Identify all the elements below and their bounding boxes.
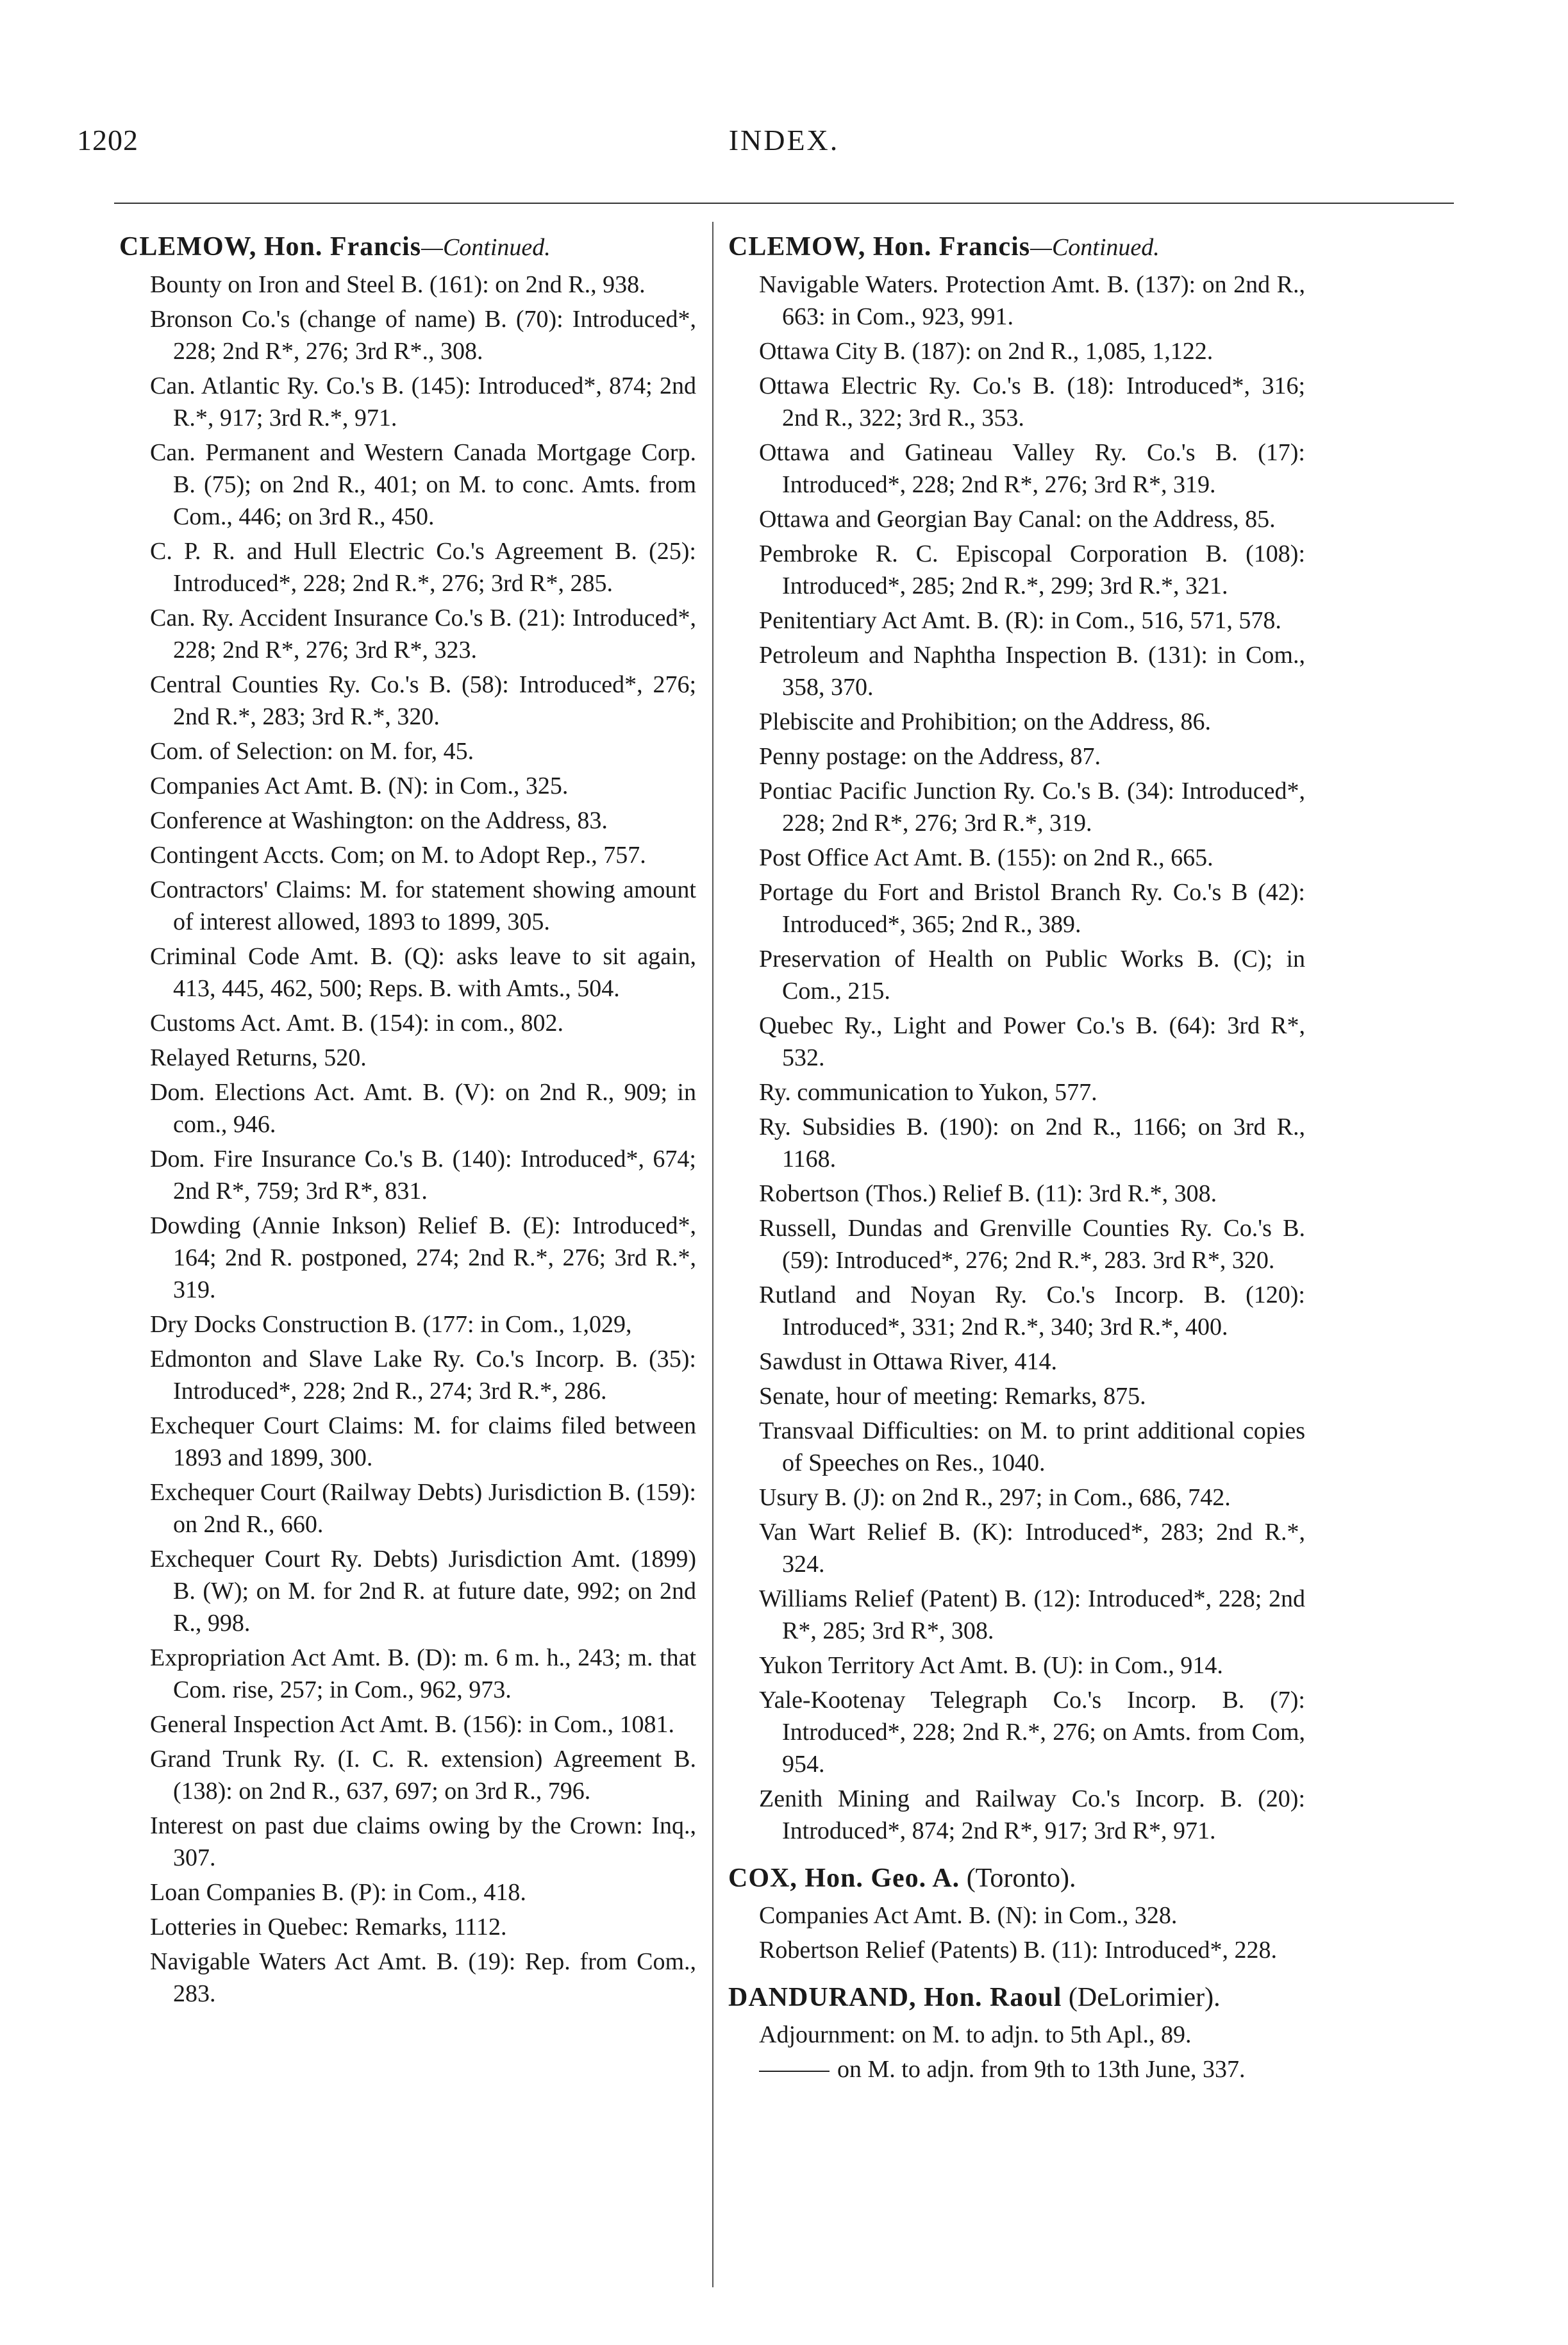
heading-name: COX, Hon. Geo. A. (728, 1864, 960, 1893)
index-entry: Usury B. (J): on 2nd R., 297; in Com., 686, 742. (759, 1484, 1231, 1511)
index-entry: Pembroke R. C. Episcopal Corporation B. (108): Introduced*, 285; 2nd R.*, 299; 3rd R.*, 321. (759, 540, 1305, 599)
index-entry: Companies Act Amt. B. (N): in Com., 325. (150, 772, 569, 799)
heading-name: CLEMOW, Hon. Francis (119, 232, 422, 262)
index-entry: Dowding (Annie Inkson) Relief B. (E): Introduced*, 164; 2nd R. postponed, 274; 2nd R.*, 276; 3rd R.*, 319. (150, 1212, 696, 1303)
index-entry: Expropriation Act Amt. B. (D): m. 6 m. h., 243; m. that Com. rise, 257; in Com., 962, 973. (150, 1644, 696, 1703)
cox-entry-list (728, 1899, 1305, 1966)
index-entry: Conference at Washington: on the Address, 83. (150, 807, 608, 834)
right-column (728, 231, 1305, 2088)
index-entry: Can. Ry. Accident Insurance Co.'s B. (21): Introduced*, 228; 2nd R*, 276; 3rd R*, 323. (150, 605, 696, 663)
index-entry: Rutland and Noyan Ry. Co.'s Incorp. B. (120): Introduced*, 331; 2nd R.*, 340; 3rd R.*, 400. (759, 1281, 1305, 1340)
index-entry: Bronson Co.'s (change of name) B. (70): Introduced*, 228; 2nd R*, 276; 3rd R*., 308. (150, 306, 696, 365)
index-entry: Dom. Elections Act. Amt. B. (V): on 2nd R., 909; in com., 946. (150, 1079, 696, 1138)
index-entry: Navigable Waters Act Amt. B. (19): Rep. from Com., 283. (150, 1948, 696, 2007)
index-entry: Penitentiary Act Amt. B. (R): in Com., 516, 571, 578. (759, 607, 1281, 634)
ditto-dash (759, 2071, 830, 2072)
heading-continued: —Continued. (421, 234, 551, 261)
index-entry: C. P. R. and Hull Electric Co.'s Agreement B. (25): Introduced*, 228; 2nd R.*, 276; 3rd R*, 285. (150, 538, 696, 597)
index-entry: Robertson (Thos.) Relief B. (11): 3rd R.*, 308. (759, 1180, 1217, 1207)
index-entry: Preservation of Health on Public Works B. (C); in Com., 215. (759, 946, 1305, 1005)
index-entry: Transvaal Difficulties: on M. to print additional copies of Speeches on Res., 1040. (759, 1417, 1305, 1476)
index-entry: Criminal Code Amt. B. (Q): asks leave to sit again, 413, 445, 462, 500; Reps. B. with Amts., 504. (150, 943, 696, 1002)
index-entry: Adjournment: on M. to adjn. to 5th Apl., 89. (759, 2021, 1192, 2048)
index-entry: Contingent Accts. Com; on M. to Adopt Rep., 757. (150, 842, 646, 869)
index-entry: Companies Act Amt. B. (N): in Com., 328. (759, 1902, 1178, 1929)
index-entry: Sawdust in Ottawa River, 414. (759, 1348, 1057, 1375)
page-number: 1202 (77, 124, 138, 156)
left-entry-list (119, 269, 696, 2010)
column-divider (712, 222, 713, 2287)
header-rule (114, 203, 1454, 204)
heading-continued: —Continued. (1030, 234, 1160, 261)
index-entry: Contractors' Claims: M. for statement showing amount of interest allowed, 1893 to 1899, 305. (150, 876, 696, 935)
heading-name: CLEMOW, Hon. Francis (728, 232, 1031, 262)
index-entry: Pontiac Pacific Junction Ry. Co.'s B. (34): Introduced*, 228; 2nd R*, 276; 3rd R.*, 319. (759, 778, 1305, 837)
index-entry: Loan Companies B. (P): in Com., 418. (150, 1879, 526, 1906)
index-entry: Ottawa and Georgian Bay Canal: on the Address, 85. (759, 506, 1276, 533)
index-entry: Zenith Mining and Railway Co.'s Incorp. B. (20): Introduced*, 874; 2nd R*, 917; 3rd R*, 971. (759, 1785, 1305, 1844)
index-entry: General Inspection Act Amt. B. (156): in Com., 1081. (150, 1711, 674, 1738)
index-entry: Robertson Relief (Patents) B. (11): Introduced*, 228. (759, 1937, 1278, 1964)
index-entry: Ottawa and Gatineau Valley Ry. Co.'s B. (17): Introduced*, 228; 2nd R*, 276; 3rd R*, 319. (759, 439, 1305, 498)
index-entry: Plebiscite and Prohibition; on the Address, 86. (759, 708, 1212, 735)
index-entry: Com. of Selection: on M. for, 45. (150, 738, 474, 765)
heading-name: DANDURAND, Hon. Raoul (728, 1983, 1062, 2012)
index-entry: Quebec Ry., Light and Power Co.'s B. (64): 3rd R*, 532. (759, 1012, 1305, 1071)
index-entry: Customs Act. Amt. B. (154): in com., 802. (150, 1010, 563, 1037)
index-entry: Yale-Kootenay Telegraph Co.'s Incorp. B. (7): Introduced*, 228; 2nd R.*, 276; on Amts. from Com, 954. (759, 1687, 1305, 1778)
index-entry (728, 2053, 1305, 2085)
index-entry: Lotteries in Quebec: Remarks, 1112. (150, 1914, 507, 1940)
index-entry: Bounty on Iron and Steel B. (161): on 2nd R., 938. (150, 271, 646, 298)
page-title: INDEX. (728, 124, 840, 156)
index-entry: Ry. Subsidies B. (190): on 2nd R., 1166; on 3rd R., 1168. (759, 1114, 1305, 1172)
entry-text: on M. to adjn. from 9th to 13th June, 337. (837, 2056, 1246, 2083)
index-entry: Dry Docks Construction B. (177: in Com., 1,029, (150, 1311, 632, 1338)
index-entry: Exchequer Court (Railway Debts) Jurisdiction B. (159): on 2nd R., 660. (150, 1479, 696, 1538)
index-entry: Van Wart Relief B. (K): Introduced*, 283; 2nd R.*, 324. (759, 1519, 1305, 1578)
index-entry: Williams Relief (Patent) B. (12): Introduced*, 228; 2nd R*, 285; 3rd R*, 308. (759, 1585, 1305, 1644)
entry-heading (119, 231, 696, 263)
heading-place: (Toronto). (960, 1864, 1076, 1893)
index-entry: Russell, Dundas and Grenville Counties Ry. Co.'s B. (59): Introduced*, 276; 2nd R.*, 283. 3rd R*, 320. (759, 1215, 1305, 1274)
index-entry: Ottawa City B. (187): on 2nd R., 1,085, 1,122. (759, 338, 1214, 365)
right-entry-list (728, 269, 1305, 1847)
index-entry: Portage du Fort and Bristol Branch Ry. Co.'s B (42): Introduced*, 365; 2nd R., 389. (759, 879, 1305, 938)
running-head (77, 123, 1491, 162)
index-entry: Ottawa Electric Ry. Co.'s B. (18): Introduced*, 316; 2nd R., 322; 3rd R., 353. (759, 372, 1305, 431)
index-entry: Grand Trunk Ry. (I. C. R. extension) Agreement B. (138): on 2nd R., 637, 697; on 3rd R., 796. (150, 1746, 696, 1805)
index-entry: Interest on past due claims owing by the Crown: Inq., 307. (150, 1812, 696, 1871)
entry-heading (728, 1982, 1305, 2014)
index-entry: Can. Permanent and Western Canada Mortgage Corp. B. (75); on 2nd R., 401; on M. to conc. Amts. from Com., 446; on 3rd R., 450. (150, 439, 696, 530)
index-entry: Senate, hour of meeting: Remarks, 875. (759, 1383, 1146, 1410)
entry-heading (728, 231, 1305, 263)
index-entry: Yukon Territory Act Amt. B. (U): in Com., 914. (759, 1652, 1223, 1679)
index-entry: Exchequer Court Claims: M. for claims filed between 1893 and 1899, 300. (150, 1412, 696, 1471)
entry-heading (728, 1862, 1305, 1894)
index-entry: Edmonton and Slave Lake Ry. Co.'s Incorp. B. (35): Introduced*, 228; 2nd R., 274; 3rd R.*, 286. (150, 1346, 696, 1405)
index-entry: Petroleum and Naphtha Inspection B. (131): in Com., 358, 370. (759, 642, 1305, 701)
index-entry: Post Office Act Amt. B. (155): on 2nd R., 665. (759, 844, 1214, 871)
dandurand-entry-list (728, 2019, 1305, 2051)
index-entry: Navigable Waters. Protection Amt. B. (137): on 2nd R., 663: in Com., 923, 991. (759, 271, 1305, 330)
left-column (119, 231, 696, 2012)
index-entry: Relayed Returns, 520. (150, 1044, 367, 1071)
index-entry: Central Counties Ry. Co.'s B. (58): Introduced*, 276; 2nd R.*, 283; 3rd R.*, 320. (150, 671, 696, 730)
index-entry: Dom. Fire Insurance Co.'s B. (140): Introduced*, 674; 2nd R*, 759; 3rd R*, 831. (150, 1146, 696, 1205)
heading-place: (DeLorimier). (1062, 1983, 1221, 2012)
index-entry: Penny postage: on the Address, 87. (759, 743, 1101, 770)
index-entry: Exchequer Court Ry. Debts) Jurisdiction Amt. (1899) B. (W); on M. for 2nd R. at future date, 992; on 2nd R., 998. (150, 1546, 696, 1637)
index-entry: Can. Atlantic Ry. Co.'s B. (145): Introduced*, 874; 2nd R.*, 917; 3rd R.*, 971. (150, 372, 696, 431)
index-entry: Ry. communication to Yukon, 577. (759, 1079, 1097, 1106)
